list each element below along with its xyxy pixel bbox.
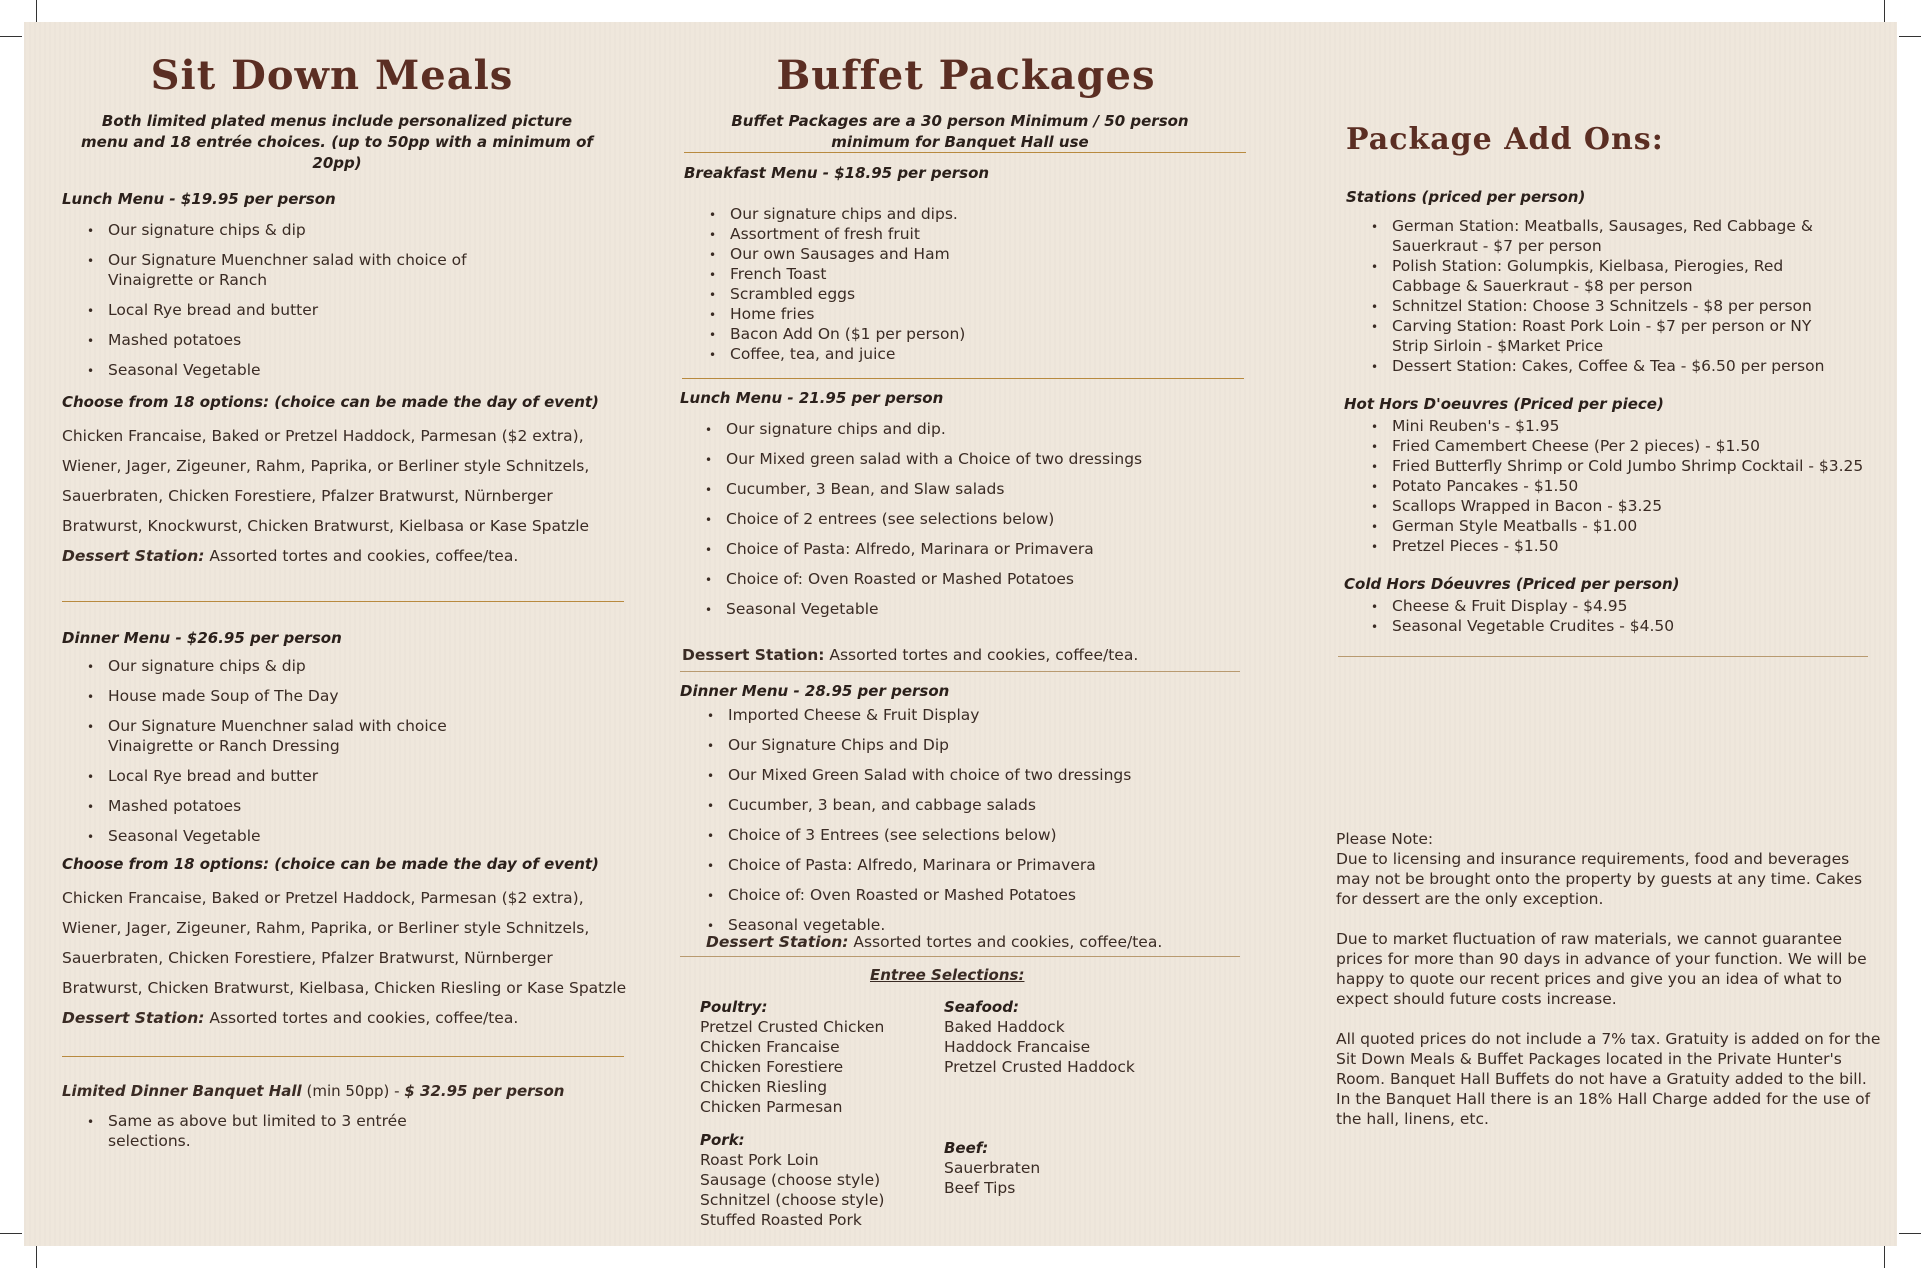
note-heading: Please Note: (1336, 830, 1434, 848)
list-item: • Schnitzel Station: Choose 3 Schnitzels - $8 per person (1346, 296, 1856, 316)
list-item: • Imported Cheese & Fruit Display (682, 705, 1131, 725)
list-item: • Cheese & Fruit Display - $4.95 (1346, 596, 1866, 616)
crop-mark (1899, 36, 1921, 37)
choose-line: Chicken Francaise, Baked or Pretzel Haddock, Parmesan ($2 extra), (62, 889, 584, 907)
entree-item: Haddock Francaise (944, 1038, 1091, 1056)
choose-line: Bratwurst, Chicken Bratwurst, Kielbasa, Chicken Riesling or Kase Spatzle (62, 979, 627, 997)
banquet-header (62, 1082, 564, 1100)
list-item: • Seasonal vegetable. (682, 915, 1131, 935)
buffet-dinner-price: - 28.95 per person (793, 682, 950, 700)
dessert-label: Dessert Station: (62, 1009, 205, 1027)
breakfast-menu-name: Breakfast Menu (684, 164, 818, 182)
cold-hors-header: Cold Hors Dóeuvres (Priced per person) (1344, 575, 1680, 593)
list-item: • Same as above but limited to 3 entrée selections. (62, 1111, 422, 1151)
entree-item: Chicken Forestiere (700, 1058, 844, 1076)
breakfast-menu-header (684, 164, 989, 182)
choose-line: Wiener, Jager, Zigeuner, Rahm, Paprika, or Berliner style Schnitzels, (62, 919, 590, 937)
note-paragraph: Due to licensing and insurance requirements, food and beverages may not be brought onto the property by guests at any time. Cakes for dessert are the only exception. (1336, 850, 1863, 908)
dinner-choose-list (62, 883, 626, 1033)
list-item: • Seasonal Vegetable Crudites - $4.50 (1346, 616, 1866, 636)
list-item: • Our signature chips and dip. (680, 419, 1142, 439)
dinner-menu-header (62, 629, 342, 647)
entree-item: Sausage (choose style) (700, 1171, 881, 1189)
breakfast-menu-list (684, 204, 965, 364)
list-item: • Our signature chips and dips. (684, 204, 965, 224)
list-item: • Our Signature Muenchner salad with choice of Vinaigrette or Ranch (62, 250, 582, 290)
sit-down-meals-title: Sit Down Meals (150, 52, 514, 99)
buffet-packages-title: Buffet Packages (776, 52, 1156, 99)
pork-label: Pork: (700, 1131, 745, 1149)
list-item: • Our own Sausages and Ham (684, 244, 965, 264)
lunch-dessert-line (62, 541, 589, 571)
hot-hors-header: Hot Hors D'oeuvres (Priced per piece) (1344, 395, 1664, 413)
lunch-choose-header: Choose from 18 options: (choice can be made the day of event) (62, 393, 599, 411)
poultry-label: Poultry: (700, 998, 768, 1016)
list-item: • Our signature chips & dip (62, 220, 582, 240)
crop-mark (0, 1233, 22, 1234)
list-item: • Seasonal Vegetable (680, 599, 1142, 619)
list-item: • French Toast (684, 264, 965, 284)
dessert-label: Dessert Station: (706, 933, 849, 951)
list-item: • House made Soup of The Day (62, 686, 582, 706)
divider (680, 671, 1240, 672)
lunch-choose-list (62, 421, 589, 571)
please-note (1336, 829, 1881, 1129)
list-item: • Our signature chips & dip (62, 656, 582, 676)
buffet-lunch-dessert (682, 646, 1138, 664)
banquet-price: $ 32.95 per person (404, 1082, 565, 1100)
list-item: • Choice of: Oven Roasted or Mashed Potatoes (682, 885, 1131, 905)
list-item: • Fried Butterfly Shrimp or Cold Jumbo Shrimp Cocktail - $3.25 (1346, 456, 1866, 476)
entree-item: Beef Tips (944, 1179, 1016, 1197)
list-item: • Choice of 3 Entrees (see selections below) (682, 825, 1131, 845)
entree-item: Pretzel Crusted Chicken (700, 1018, 885, 1036)
note-paragraph: All quoted prices do not include a 7% tax. Gratuity is added on for the Sit Down Meals & Buffet Packages located in the Private Hunter's Room. Banquet Hall Buffets do not have a Gratuity added to the bill. In the Banquet Hall there is an 18% Hall Charge added for the use of the hall, linens, etc. (1336, 1030, 1881, 1128)
list-item: • Polish Station: Golumpkis, Kielbasa, Pierogies, Red Cabbage & Sauerkraut - $8 per person (1346, 256, 1856, 296)
dessert-text: Assorted tortes and cookies, coffee/tea. (209, 547, 519, 565)
list-item: • Bacon Add On ($1 per person) (684, 324, 965, 344)
dessert-text: Assorted tortes and cookies, coffee/tea. (209, 1009, 519, 1027)
lunch-menu-name: Lunch Menu (62, 190, 165, 208)
list-item: • Choice of 2 entrees (see selections below) (680, 509, 1142, 529)
cold-hors-list (1346, 596, 1866, 636)
choose-line: Wiener, Jager, Zigeuner, Rahm, Paprika, or Berliner style Schnitzels, (62, 457, 590, 475)
choose-line: Sauerbraten, Chicken Forestiere, Pfalzer Bratwurst, Nürnberger (62, 487, 553, 505)
dessert-text: Assorted tortes and cookies, coffee/tea. (829, 646, 1139, 664)
banquet-list (62, 1111, 422, 1151)
list-item: • Mashed potatoes (62, 796, 582, 816)
lunch-menu-list (62, 220, 582, 380)
divider (680, 956, 1240, 957)
list-item: • Potato Pancakes - $1.50 (1346, 476, 1866, 496)
list-item: • Local Rye bread and butter (62, 300, 582, 320)
list-item: • Choice of Pasta: Alfredo, Marinara or Primavera (680, 539, 1142, 559)
entree-item: Chicken Riesling (700, 1078, 828, 1096)
entree-item: Baked Haddock (944, 1018, 1065, 1036)
dinner-dessert-line (62, 1003, 626, 1033)
entree-item: Stuffed Roasted Pork (700, 1211, 862, 1229)
breakfast-menu-price: - $18.95 per person (822, 164, 990, 182)
list-item: • Assortment of fresh fruit (684, 224, 965, 244)
seafood-label: Seafood: (944, 998, 1019, 1016)
crop-mark (36, 1246, 37, 1268)
list-item: • Scrambled eggs (684, 284, 965, 304)
choose-line: Bratwurst, Knockwurst, Chicken Bratwurst, Kielbasa or Kase Spatzle (62, 517, 590, 535)
list-item: • Mini Reuben's - $1.95 (1346, 416, 1866, 436)
hot-hors-list (1346, 416, 1866, 556)
entree-item: Chicken Francaise (700, 1038, 840, 1056)
crop-mark (1899, 1233, 1921, 1234)
crop-mark (1884, 1246, 1885, 1268)
list-item: • Mashed potatoes (62, 330, 582, 350)
list-item: • Our Mixed green salad with a Choice of two dressings (680, 449, 1142, 469)
list-item: • Our Mixed Green Salad with choice of two dressings (682, 765, 1131, 785)
stations-header: Stations (priced per person) (1346, 188, 1586, 206)
entree-item: Sauerbraten (944, 1159, 1041, 1177)
crop-mark (0, 36, 22, 37)
dinner-menu-price: - $26.95 per person (175, 629, 342, 647)
divider (1338, 656, 1868, 657)
divider (62, 1056, 624, 1057)
entree-selections-title: Entree Selections: (870, 966, 1025, 984)
list-item: • Dessert Station: Cakes, Coffee & Tea - $6.50 per person (1346, 356, 1856, 376)
entree-item: Chicken Parmesan (700, 1098, 843, 1116)
list-item: • Seasonal Vegetable (62, 360, 582, 380)
list-item: • Choice of Pasta: Alfredo, Marinara or Primavera (682, 855, 1131, 875)
seafood-group (944, 997, 1135, 1077)
entree-item: Pretzel Crusted Haddock (944, 1058, 1135, 1076)
banquet-min: (min 50pp) - (306, 1082, 400, 1100)
stations-list (1346, 216, 1856, 376)
dinner-menu-name: Dinner Menu (62, 629, 171, 647)
list-item: • Local Rye bread and butter (62, 766, 582, 786)
banquet-name: Limited Dinner Banquet Hall (62, 1082, 302, 1100)
buffet-dinner-dessert (706, 933, 1162, 951)
dessert-label: Dessert Station: (62, 547, 205, 565)
list-item: • Choice of: Oven Roasted or Mashed Potatoes (680, 569, 1142, 589)
list-item: • German Style Meatballs - $1.00 (1346, 516, 1866, 536)
buffet-lunch-price: - 21.95 per person (787, 389, 944, 407)
list-item: • Our Signature Chips and Dip (682, 735, 1131, 755)
menu-page (24, 22, 1897, 1246)
list-item: • Seasonal Vegetable (62, 826, 582, 846)
buffet-dinner-header (680, 682, 949, 700)
beef-group (944, 1138, 1040, 1198)
buffet-dinner-list (682, 705, 1131, 935)
crop-mark (36, 0, 37, 22)
choose-line: Chicken Francaise, Baked or Pretzel Haddock, Parmesan ($2 extra), (62, 427, 584, 445)
list-item: • Scallops Wrapped in Bacon - $3.25 (1346, 496, 1866, 516)
list-item: • Our Signature Muenchner salad with choice Vinaigrette or Ranch Dressing (62, 716, 582, 756)
lunch-menu-header (62, 190, 336, 208)
list-item: • Cucumber, 3 Bean, and Slaw salads (680, 479, 1142, 499)
crop-mark (1884, 0, 1885, 22)
list-item: • Cucumber, 3 bean, and cabbage salads (682, 795, 1131, 815)
list-item: • Carving Station: Roast Pork Loin - $7 per person or NY Strip Sirloin - $Market Price (1346, 316, 1856, 356)
entree-item: Roast Pork Loin (700, 1151, 819, 1169)
list-item: • Coffee, tea, and juice (684, 344, 965, 364)
entree-item: Schnitzel (choose style) (700, 1191, 885, 1209)
buffet-lunch-header (680, 389, 943, 407)
poultry-group (700, 997, 884, 1117)
buffet-lunch-name: Lunch Menu (680, 389, 783, 407)
divider (684, 152, 1246, 153)
note-paragraph: Due to market fluctuation of raw materials, we cannot guarantee prices for more than 90 days in advance of your function. We will be happy to quote our recent prices and give you an idea of what to expect should future costs increase. (1336, 930, 1867, 1008)
dinner-menu-list (62, 656, 582, 846)
list-item: • German Station: Meatballs, Sausages, Red Cabbage & Sauerkraut - $7 per person (1346, 216, 1856, 256)
dinner-choose-header: Choose from 18 options: (choice can be made the day of event) (62, 855, 599, 873)
divider (682, 378, 1244, 379)
dessert-label: Dessert Station: (682, 646, 825, 664)
choose-line: Sauerbraten, Chicken Forestiere, Pfalzer Bratwurst, Nürnberger (62, 949, 553, 967)
list-item: • Home fries (684, 304, 965, 324)
list-item: • Pretzel Pieces - $1.50 (1346, 536, 1866, 556)
lunch-menu-price: - $19.95 per person (169, 190, 336, 208)
package-add-ons-title: Package Add Ons: (1346, 122, 1664, 157)
divider (62, 601, 624, 602)
buffet-intro: Buffet Packages are a 30 person Minimum / 50 person minimum for Banquet Hall use (731, 112, 1189, 151)
dessert-text: Assorted tortes and cookies, coffee/tea. (853, 933, 1163, 951)
beef-label: Beef: (944, 1139, 989, 1157)
list-item: • Fried Camembert Cheese (Per 2 pieces) - $1.50 (1346, 436, 1866, 456)
buffet-lunch-list (680, 419, 1142, 619)
buffet-dinner-name: Dinner Menu (680, 682, 789, 700)
sit-down-intro: Both limited plated menus include personalized picture menu and 18 entrée choices. (up to 50pp with a minimum of 20pp) (81, 112, 593, 172)
pork-group (700, 1130, 884, 1230)
